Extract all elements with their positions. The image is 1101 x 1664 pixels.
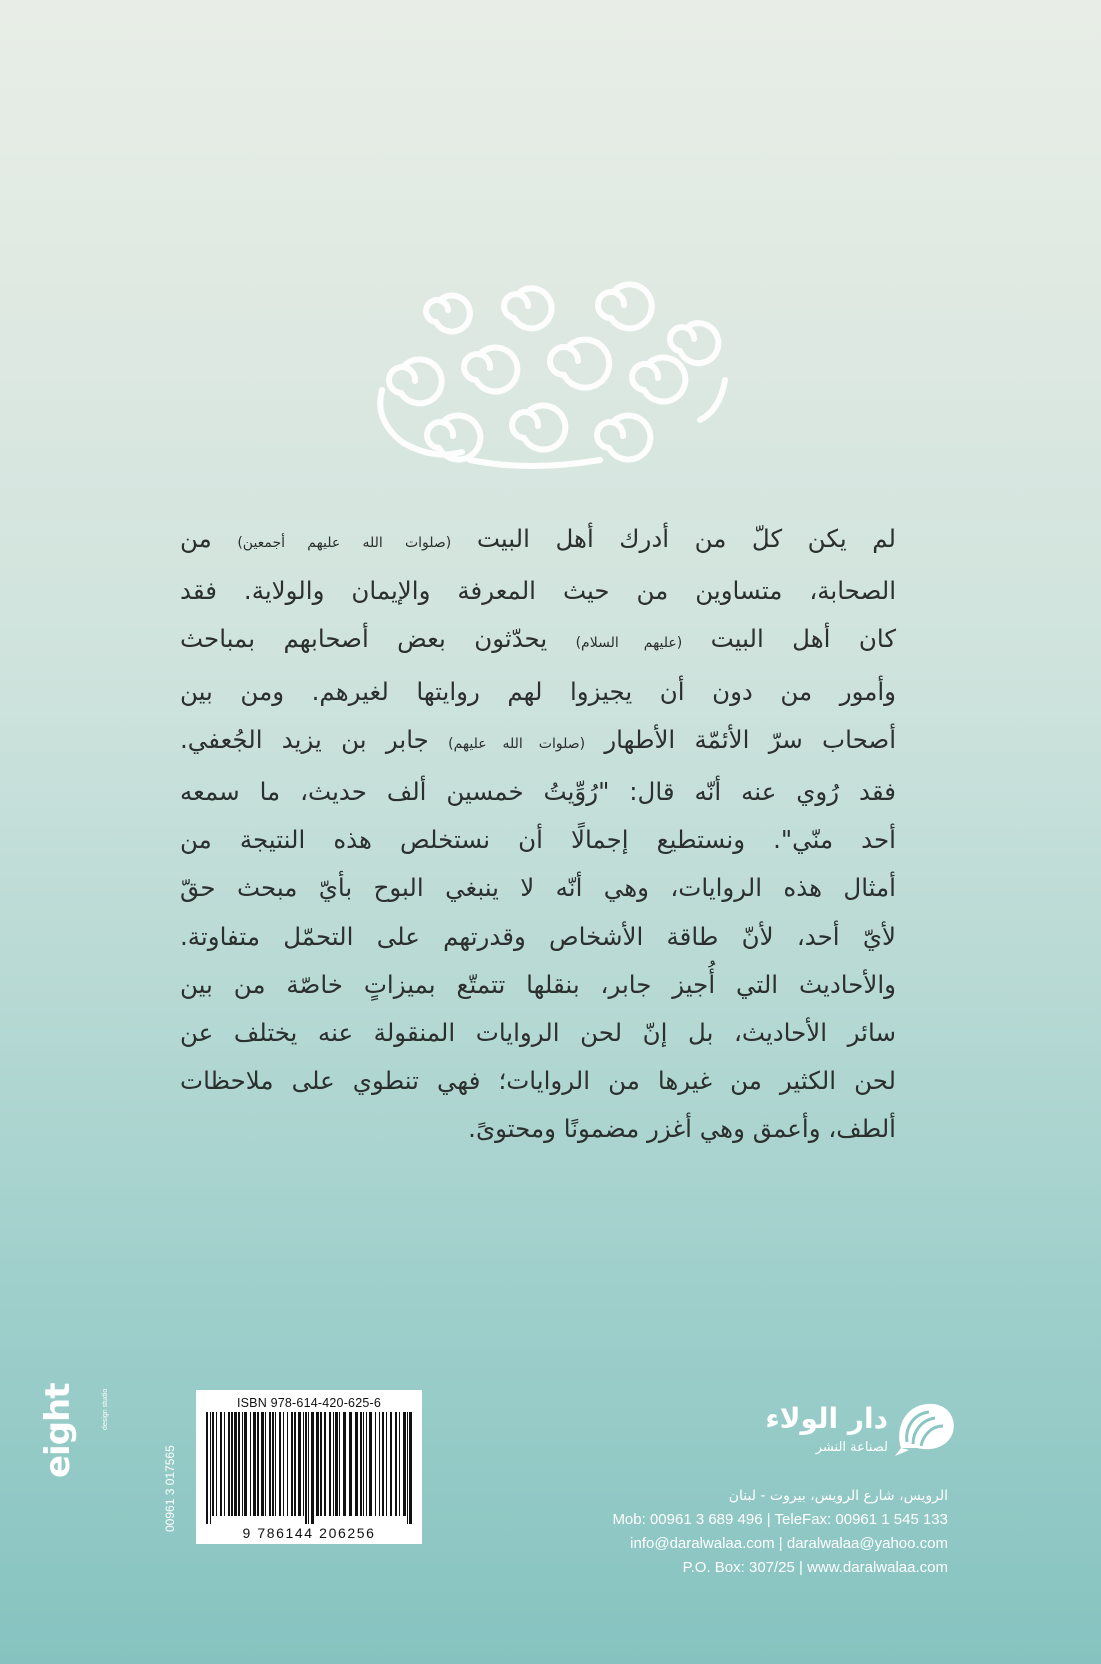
- blurb-line: [180, 515, 896, 567]
- blurb-line: [180, 716, 896, 768]
- publisher-emails: info@daralwalaa.com | daralwalaa@yahoo.com: [630, 1535, 948, 1552]
- designer-subtitle: design studio: [102, 1388, 109, 1430]
- barcode-digits: 9 786144 206256: [242, 1525, 376, 1541]
- swirl-cloud-ornament: [370, 270, 740, 475]
- isbn-barcode-label: [196, 1390, 422, 1544]
- blurb-line: [180, 816, 896, 864]
- blurb-text: لأيّ أحد، لأنّ طاقة الأشخاص وقدرتهم على التحمّل متفاوتة.: [180, 921, 896, 951]
- blurb-text: لحن الكثير من غيرها من الروايات؛ فهي تنطوي على ملاحظات: [180, 1066, 896, 1096]
- blurb-text: جابر بن يزيد الجُعفي.: [180, 724, 449, 754]
- publisher-tagline: لصناعة النشر: [815, 1440, 888, 1455]
- publisher-name: دار الولاء: [765, 1402, 888, 1435]
- blurb-line: [180, 1057, 896, 1105]
- blurb-text: أصحاب سرّ الأئمّة الأطهار: [585, 724, 896, 754]
- designer-phone: 00961 3 017565: [163, 1445, 177, 1532]
- publisher-logo-icon: [893, 1398, 959, 1458]
- blurb-line: [180, 768, 896, 816]
- blurb-text: كان أهل البيت: [682, 624, 896, 654]
- blurb-text: الصحابة، متساوين من حيث المعرفة والإيمان والولاية. فقد: [180, 576, 896, 606]
- blurb-line: [180, 1105, 896, 1153]
- blurb-text: يحدّثون بعض أصحابهم بمباحث: [180, 624, 576, 654]
- blurb-line: [180, 864, 896, 912]
- blurb-line: [180, 567, 896, 615]
- isbn-number: ISBN 978-614-420-625-6: [236, 1396, 382, 1410]
- publisher-box-web: P.O. Box: 307/25 | www.daralwalaa.com: [682, 1559, 948, 1576]
- blurb-line: [180, 1009, 896, 1057]
- blurb-text: لم يكن كلّ من أدرك أهل البيت: [451, 524, 896, 553]
- publisher-phones: Mob: 00961 3 689 496 | TeleFax: 00961 1 545 133: [612, 1511, 948, 1528]
- blurb-text: من: [180, 524, 238, 553]
- blurb-text: أمثال هذه الروايات، وهي أنّه لا ينبغي البوح بأيّ مبحث حقّ: [180, 873, 896, 903]
- blurb-text: أحد منّي". ونستطيع إجمالًا أن نستخلص هذه النتيجة من: [180, 825, 896, 855]
- blurb-line: [180, 961, 896, 1009]
- blurb-line: [180, 913, 896, 961]
- blurb-honorific: (صلوات الله عليهم): [448, 735, 586, 752]
- blurb-text: ألطف، وأعمق وهي أغزر مضمونًا ومحتوىً.: [468, 1114, 896, 1144]
- blurb-text: فقد رُوي عنه أنّه قال: "رُوِّيتُ خمسين ألف حديث، ما سمعه: [180, 777, 896, 807]
- blurb-honorific: (عليهم السلام): [575, 635, 683, 652]
- barcode-icon: [206, 1412, 412, 1524]
- blurb-text: سائر الأحاديث، بل إنّ لحن الروايات المنقولة عنه يختلف عن: [180, 1018, 896, 1048]
- back-cover-blurb: [180, 515, 896, 1154]
- blurb-text: وأمور من دون أن يجيزوا لهم روايتها لغيرهم. ومن بين: [180, 676, 896, 706]
- designer-logo: eight: [38, 1383, 78, 1478]
- blurb-line: [180, 668, 896, 716]
- publisher-address: الرويس، شارع الرويس، بيروت - لبنان: [728, 1488, 948, 1504]
- blurb-honorific: (صلوات الله عليهم أجمعين): [237, 535, 452, 551]
- blurb-text: والأحاديث التي أُجيز جابر، بنقلها تتمتّع بميزاتٍ خاصّة من بين: [180, 969, 896, 999]
- blurb-line: [180, 615, 896, 667]
- publisher-contacts: [500, 1484, 948, 1580]
